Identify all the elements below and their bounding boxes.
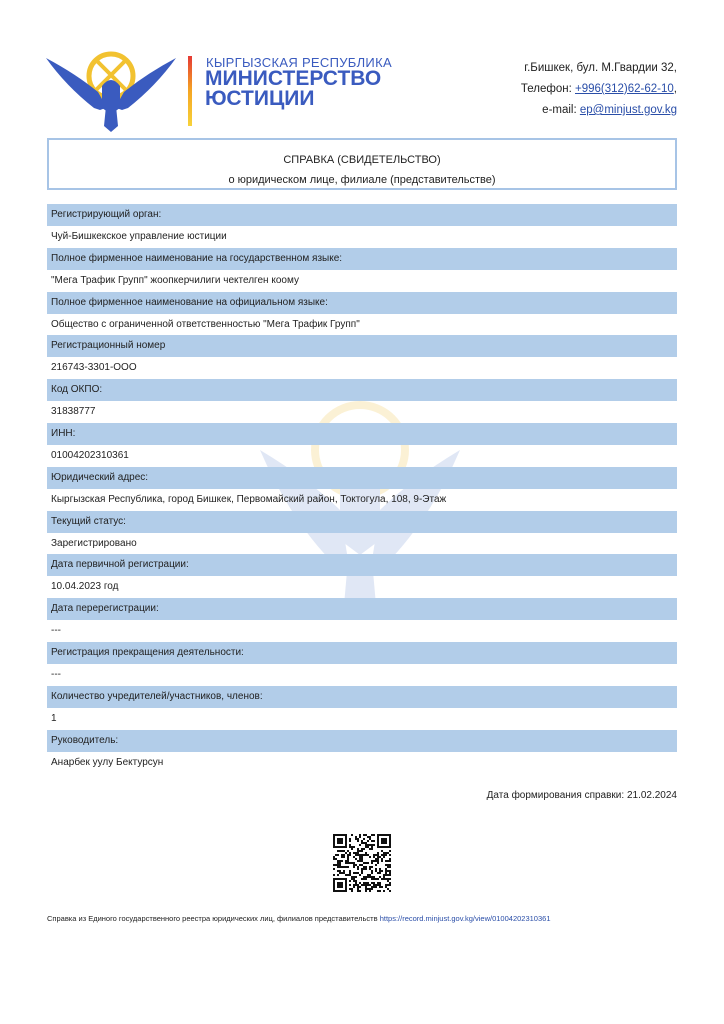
certificate-title-box (47, 138, 677, 190)
record-link[interactable]: https://record.minjust.gov.kg/view/01004202310361 (379, 914, 551, 923)
field-value: 10.04.2023 год (51, 581, 119, 593)
field-value: 01004202310361 (51, 449, 129, 461)
certificate-subtitle: о юридическом лице, филиале (представительстве) (228, 174, 496, 186)
field-label: Полное фирменное наименование на государственном языке: (47, 248, 677, 270)
field-label: Регистрация прекращения деятельности: (47, 642, 677, 664)
field-value: Зарегистрировано (51, 537, 137, 549)
contact-info (521, 58, 677, 121)
field-label: Регистрирующий орган: (47, 204, 677, 226)
certificate-title: СПРАВКА (СВИДЕТЕЛЬСТВО) (283, 154, 441, 166)
phone-label: Телефон: (520, 83, 575, 95)
field-label: Руководитель: (47, 730, 677, 752)
field-label: Текущий статус: (47, 511, 677, 533)
field-label: Дата перерегистрации: (47, 598, 677, 620)
address: г.Бишкек, бул. М.Гвардии 32, (524, 62, 677, 74)
field-label: ИНН: (47, 423, 677, 445)
date-generated: Дата формирования справки: 21.02.2024 (486, 790, 677, 801)
field-value: 1 (51, 712, 57, 724)
email-link[interactable]: ep@minjust.gov.kg (579, 104, 677, 116)
footer-note (47, 914, 551, 923)
ministry-name (205, 69, 381, 109)
phone-suffix: , (673, 83, 677, 95)
field-label: Полное фирменное наименование на официальном языке: (47, 292, 677, 314)
ministry-eagle-logo (46, 46, 176, 132)
field-value: --- (51, 625, 61, 637)
qr-code (333, 834, 391, 892)
footer-text: Справка из Единого государственного реестра юридических лиц, филиалов представительств (47, 914, 380, 923)
field-label: Количество учредителей/участников, членов: (47, 686, 677, 708)
field-value: Анарбек уулу Бектурсун (51, 756, 164, 768)
email-label: e-mail: (542, 104, 580, 116)
phone-link[interactable]: +996(312)62-62-10 (575, 83, 674, 95)
registry-table (47, 204, 677, 773)
field-label: Юридический адрес: (47, 467, 677, 489)
field-value: "Мега Трафик Групп" жоопкерчилиги чектелген коому (51, 274, 299, 286)
field-value: Общество с ограниченной ответственностью "Мега Трафик Групп" (51, 318, 360, 330)
field-value: Чуй-Бишкекское управление юстиции (51, 231, 227, 242)
field-value: 31838777 (51, 406, 96, 418)
country-name: КЫРГЫЗСКАЯ РЕСПУБЛИКА (206, 55, 392, 70)
field-value: --- (51, 668, 61, 680)
ministry-line1: МИНИСТЕРСТВО (205, 67, 382, 90)
field-value: Кыргызская Республика, город Бишкек, Первомайский район, Токтогула, 108, 9-Этаж (51, 493, 447, 505)
ministry-line2: ЮСТИЦИИ (205, 87, 315, 110)
field-label: Дата первичной регистрации: (47, 554, 677, 576)
field-value: 216743-3301-ООО (51, 362, 137, 374)
logo-divider (188, 56, 192, 126)
field-label: Регистрационный номер (47, 335, 677, 357)
field-label: Код ОКПО: (47, 379, 677, 401)
